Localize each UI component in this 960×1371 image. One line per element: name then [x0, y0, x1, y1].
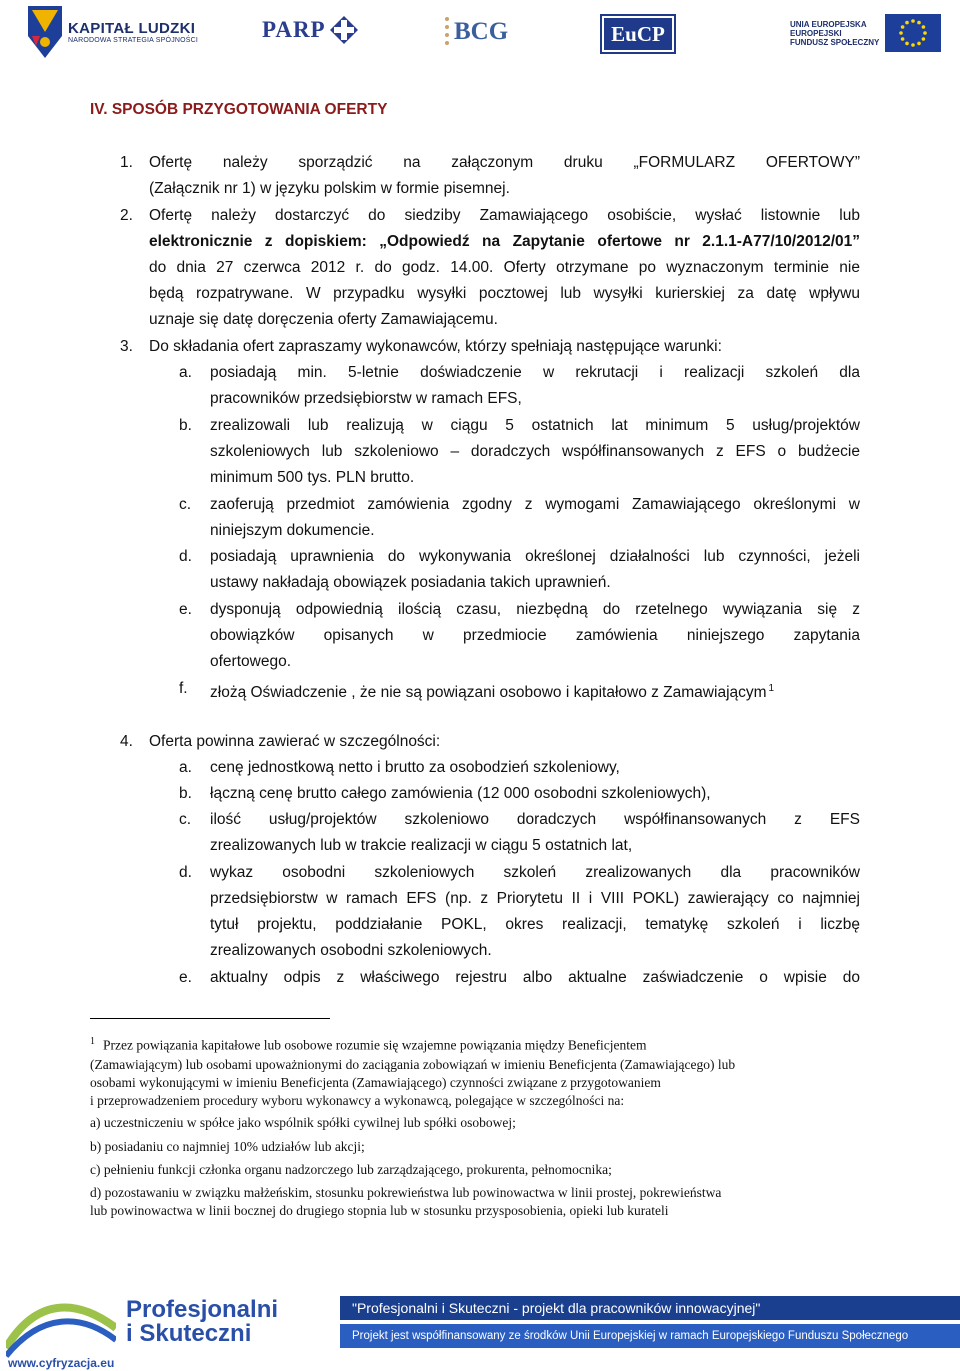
item-3b-letter: b. — [179, 417, 192, 434]
footer-brand-line-1: Profesjonalni — [126, 1296, 279, 1323]
item-3e-line-3: ofertowego. — [210, 653, 291, 670]
item-4-line-1: Oferta powinna zawierać w szczególności: — [149, 733, 441, 750]
item-3c-line-1: zaoferują przedmiot zamówienia zgodny z wymogami Zamawiającego określonymi w — [210, 496, 860, 513]
item-4e-line-1: aktualny odpis z właściwego rejestru albo aktualne zaświadczenie o wpisie do — [210, 969, 860, 986]
item-3e-line-2: obowiązków opisanych w przedmiocie zamówienia niniejszego zapytania — [210, 627, 860, 644]
item-2-line-5: uznaje się datę doręczenia oferty Zamawiającemu. — [149, 311, 498, 328]
footer-band-2 — [340, 1324, 960, 1348]
footnote-item-c: c) pełnieniu funkcji członka organu nadzorczego lub zarządzającego, prokurenta, pełnomocnika; — [90, 1162, 612, 1177]
footnote-item-d-line-2: lub powinowactwa w linii bocznej do drugiego stopnia lub w stosunku przysposobienia, opieki lub kurateli — [90, 1203, 669, 1218]
footnote-line-4: i przeprowadzeniem procedury wyboru wykonawcy a wykonawcą, polegające w szczególności na: — [90, 1093, 625, 1108]
footer-band-1-text: "Profesjonalni i Skuteczni - projekt dla pracowników innowacyjnej" — [352, 1300, 761, 1316]
item-3a-line-2: pracowników przedsiębiorstw w ramach EFS, — [210, 390, 522, 407]
item-4a-letter: a. — [179, 759, 192, 776]
bcg-logo — [440, 14, 508, 50]
footnote-line-2: (Zamawiającym) lub osobami upoważnionymi do zaciągania zobowiązań w imieniu Beneficjenta (Zamawiającego) lub — [90, 1057, 736, 1072]
eu-flag-icon — [885, 14, 941, 52]
item-4c-line-2: zrealizowanych lub w trakcie realizacji w ciągu 5 ostatnich lat, — [210, 837, 633, 854]
item-4c-letter: c. — [179, 811, 192, 828]
footer-wave-icon — [6, 1288, 116, 1358]
item-3d-line-1: posiadają uprawnienia do wykonywania określonej działalności lub czynności, jeżeli — [210, 548, 860, 565]
footnote-line-3: osobami wykonującymi w imieniu Beneficjenta (Zamawiającego) czynności związane z przygotowaniem — [90, 1075, 661, 1090]
kapital-ludzki-name: KAPITAŁ LUDZKI — [68, 19, 196, 37]
eu-text — [790, 20, 879, 47]
header-logos — [0, 0, 960, 70]
footnote-reference-1[interactable]: 1 — [768, 683, 775, 694]
footnote-text-1: Przez powiązania kapitałowe lub osobowe rozumie się wzajemne powiązania między Beneficjentem — [103, 1037, 647, 1053]
footer-band-1 — [340, 1296, 960, 1320]
item-3c-letter: c. — [179, 496, 192, 513]
kapital-ludzki-logo — [28, 6, 198, 58]
item-4d-line-3: tytuł projektu, poddziałanie POKL, okres realizacji, tematykę szkoleń i liczbę — [210, 916, 860, 933]
footnote-mark: 1 — [90, 1036, 95, 1047]
item-4e-letter: e. — [179, 969, 192, 986]
item-2-line-3: do dnia 27 czerwca 2012 r. do godz. 14.00. Oferty otrzymane po wyznaczonym terminie nie — [149, 259, 860, 276]
eu-text-line2: EUROPEJSKI — [790, 28, 842, 38]
footnote-item-b: b) posiadaniu co najmniej 10% udziałów lub akcji; — [90, 1139, 365, 1154]
item-4d-letter: d. — [179, 864, 192, 881]
footer-url[interactable]: www.cyfryzacja.eu — [8, 1356, 115, 1370]
item-1-line-1: Ofertę należy sporządzić na załączonym druku „FORMULARZ OFERTOWY” — [149, 154, 860, 171]
bcg-dots-icon — [440, 14, 454, 50]
item-3f-line-1 — [210, 676, 774, 706]
footer-band-2-text: Projekt jest współfinansowany ze środków Unii Europejskiej w ramach Europejskiego Funduszu Społecznego — [352, 1330, 909, 1342]
item-3b-line-1: zrealizowali lub realizują w ciągu 5 ostatnich lat minimum 5 usług/projektów — [210, 417, 860, 434]
eu-text-line1: UNIA EUROPEJSKA — [790, 19, 867, 29]
item-1-line-2: (Załącznik nr 1) w języku polskim w formie pisemnej. — [149, 180, 510, 197]
item-3c-line-2: niniejszym dokumencie. — [210, 522, 375, 539]
eucp-logo — [600, 14, 676, 54]
parp-text: PARP — [262, 17, 326, 42]
item-3b-line-2: szkoleniowych lub szkoleniowo – doradczych współfinansowanych z EFS o budżecie — [210, 443, 860, 460]
section-title: IV. SPOSÓB PRZYGOTOWANIA OFERTY — [90, 101, 388, 118]
item-1-number: 1. — [120, 154, 133, 171]
item-3d-line-2: ustawy nakładają obowiązek posiadania takich uprawnień. — [210, 574, 611, 591]
item-3f-letter: f. — [179, 680, 188, 697]
item-4d-line-4: zrealizowanych osobodni szkoleniowych. — [210, 942, 492, 959]
item-3f-text: złożą Oświadczenie , że nie są powiązani osobowo i kapitałowo z Zamawiającym — [210, 684, 767, 702]
parp-logo — [262, 16, 358, 44]
footnote-item-d-line-1: d) pozostawaniu w związku małżeńskim, stosunku pokrewieństwa lub powinowactwa w linii prostej, pokrewieństwa — [90, 1185, 722, 1200]
footer-banner — [0, 1280, 960, 1371]
footnote-line-1 — [90, 1033, 860, 1055]
item-2-number: 2. — [120, 207, 133, 224]
footnote-item-a: a) uczestniczeniu w spółce jako wspólnik spółki cywilnej lub spółki osobowej; — [90, 1115, 516, 1130]
footnote-separator — [90, 1018, 330, 1019]
footer-brand-line-2: i Skuteczni — [126, 1320, 252, 1347]
item-4b-letter: b. — [179, 785, 192, 802]
bcg-text: BCG — [454, 18, 509, 45]
item-3e-line-1: dysponują odpowiednią ilością czasu, niezbędną do rzetelnego wywiązania się z — [210, 601, 860, 618]
item-4d-line-1: wykaz osobodni szkoleniowych szkoleń zrealizowanych dla pracowników — [210, 864, 860, 881]
item-3a-line-1: posiadają min. 5-letnie doświadczenie w rekrutacji i realizacji szkoleń dla — [210, 364, 860, 381]
item-3-line-1: Do składania ofert zapraszamy wykonawców, którzy spełniają następujące warunki: — [149, 338, 722, 355]
item-3b-line-3: minimum 500 tys. PLN brutto. — [210, 469, 415, 486]
eu-text-line3: FUNDUSZ SPOŁECZNY — [790, 37, 880, 47]
kapital-ludzki-subtitle: NARODOWA STRATEGIA SPÓJNOŚCI — [68, 36, 199, 44]
kapital-ludzki-icon — [28, 6, 62, 58]
item-3a-letter: a. — [179, 364, 192, 381]
item-3d-letter: d. — [179, 548, 192, 565]
item-2-line-4: będą rozpatrywane. W przypadku wysyłki pocztowej lub wysyłki kurierskiej za datę wpływu — [149, 285, 860, 302]
item-4a-line-1: cenę jednostkową netto i brutto za osobodzień szkoleniowy, — [210, 759, 620, 776]
item-4b-line-1: łączną cenę brutto całego zamówienia (12 000 osobodni szkoleniowych), — [210, 785, 711, 802]
item-4d-line-2: przedsiębiorstw w ramach EFS (np. z Priorytetu II i VIII POKL) zawierający co najmniej — [210, 890, 860, 907]
eucp-text: EuCP — [600, 14, 676, 54]
item-3-number: 3. — [120, 338, 133, 355]
parp-diamond-icon — [330, 16, 358, 44]
eu-logo — [790, 14, 941, 52]
item-3e-letter: e. — [179, 601, 192, 618]
item-4-number: 4. — [120, 733, 133, 750]
item-4c-line-1: ilość usług/projektów szkoleniowo doradczych współfinansowanych z EFS — [210, 811, 860, 828]
item-2-line-1: Ofertę należy dostarczyć do siedziby Zamawiającego osobiście, wysłać listownie lub — [149, 207, 860, 224]
item-2-line-2: elektronicznie z dopiskiem: „Odpowiedź na Zapytanie ofertowe nr 2.1.1-A77/10/2012/01” — [149, 233, 860, 250]
